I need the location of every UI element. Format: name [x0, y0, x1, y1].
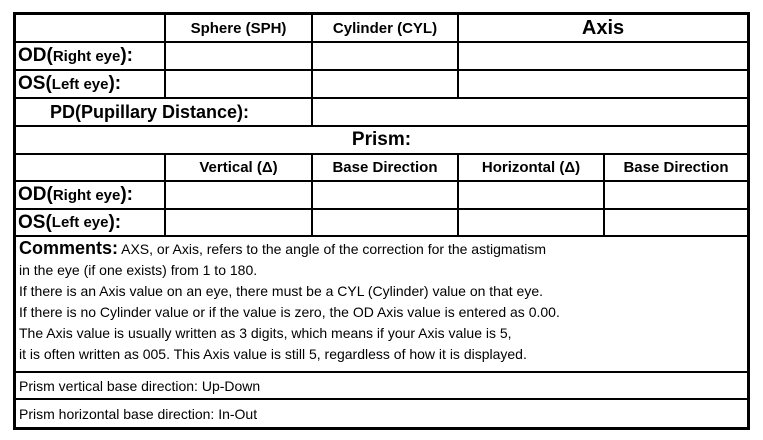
axis-header: Axis — [581, 16, 625, 39]
vertical-header: Vertical (Δ) — [166, 155, 313, 180]
comments-line: in the eye (if one exists) from 1 to 180. — [19, 262, 258, 278]
prism-od-row — [16, 182, 747, 210]
prism-title: Prism: — [351, 129, 412, 150]
prism-vertical-note: Prism vertical base direction: Up-Down — [16, 373, 747, 400]
comments-line: If there is an Axis value on an eye, there must be a CYL (Cylinder) value on that eye. — [19, 283, 543, 299]
od-sphere-field[interactable] — [166, 43, 313, 69]
prism-od-label: OD( Right eye ): — [16, 182, 166, 208]
prism-title-row — [16, 127, 747, 155]
comments-section — [16, 237, 747, 373]
os-horizontal-base-field[interactable] — [605, 210, 747, 235]
comments-line: The Axis value is usually written as 3 digits, which means if your Axis value is 5, — [19, 325, 512, 341]
comments-line: If there is no Cylinder value or if the value is zero, the OD Axis value is entered as 0.00. — [19, 304, 560, 320]
rx-header-row — [16, 15, 747, 43]
prism-header-row — [16, 155, 747, 182]
comments-line: it is often written as 005. This Axis value is still 5, regardless of how it is displayed. — [19, 346, 527, 362]
rx-os-row — [16, 71, 747, 99]
pd-label: PD(Pupillary Distance): — [16, 99, 313, 125]
od-vertical-field[interactable] — [166, 182, 313, 208]
horizontal-header: Horizontal (Δ) — [459, 155, 605, 180]
rx-od-row — [16, 43, 747, 71]
os-sphere-field[interactable] — [166, 71, 313, 97]
os-axis-field[interactable] — [459, 71, 747, 97]
os-label: OS( Left eye ): — [16, 71, 166, 97]
prism-horizontal-note: Prism horizontal base direction: In-Out — [19, 405, 258, 422]
os-cylinder-field[interactable] — [313, 71, 459, 97]
pd-row — [16, 99, 747, 127]
od-cylinder-field[interactable] — [313, 43, 459, 69]
od-label: OD( Right eye ): — [16, 43, 166, 69]
sphere-header: Sphere (SPH) — [166, 15, 313, 41]
os-vertical-field[interactable] — [166, 210, 313, 235]
prism-os-label: OS( Left eye ): — [16, 210, 166, 235]
pd-field[interactable] — [313, 99, 747, 125]
horizontal-base-direction-header: Base Direction — [623, 159, 729, 176]
od-horizontal-field[interactable] — [459, 182, 605, 208]
os-vertical-base-field[interactable] — [313, 210, 459, 235]
prism-header-blank — [16, 155, 166, 180]
prism-os-row — [16, 210, 747, 237]
comments-first-line: Comments: AXS, or Axis, refers to the angle of the correction for the astigmatism — [19, 238, 546, 258]
comments-label: Comments — [19, 238, 113, 258]
rx-header-blank — [16, 15, 166, 41]
od-horizontal-base-field[interactable] — [605, 182, 747, 208]
od-vertical-base-field[interactable] — [313, 182, 459, 208]
od-axis-field[interactable] — [459, 43, 747, 69]
vertical-base-direction-header: Base Direction — [313, 155, 459, 180]
os-horizontal-field[interactable] — [459, 210, 605, 235]
cylinder-header: Cylinder (CYL) — [313, 15, 459, 41]
prescription-form — [13, 12, 750, 430]
